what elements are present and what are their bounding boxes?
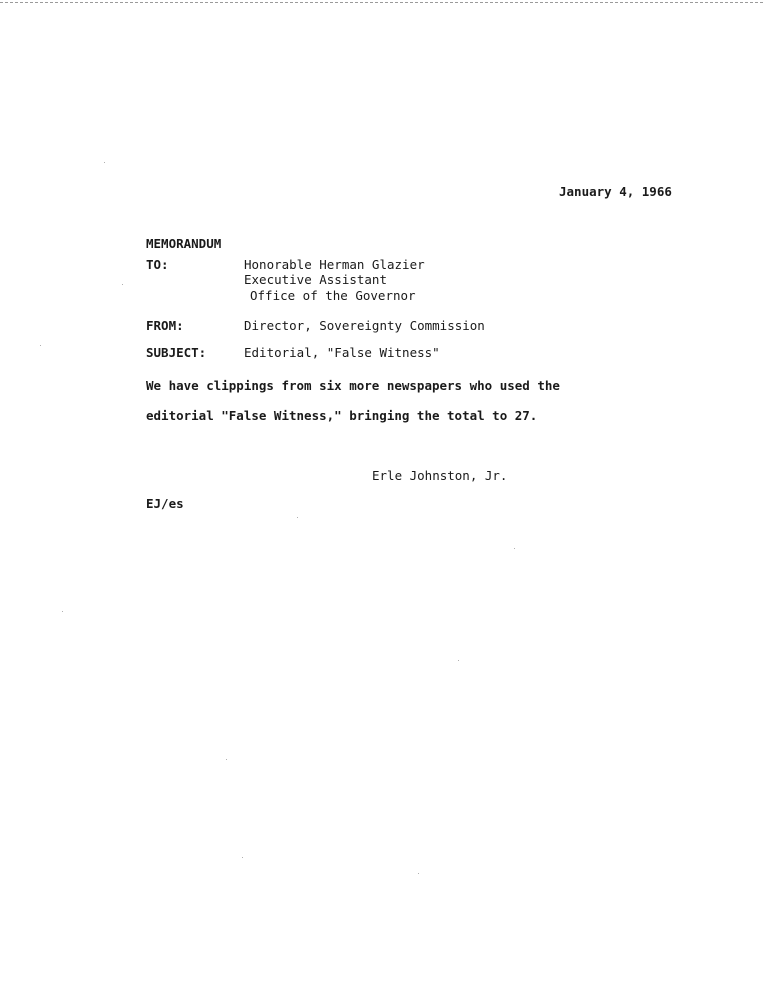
to-line-name: Honorable Herman Glazier [244,257,425,272]
scan-speck [104,162,105,163]
signature: Erle Johnston, Jr. [372,468,508,483]
scan-speck [458,660,459,661]
scan-speck [242,857,243,858]
typist-initials: EJ/es [146,496,184,511]
to-line-title: Executive Assistant [244,272,387,287]
scan-speck [226,759,227,760]
body-line-2: editorial "False Witness," bringing the total to 27. [146,408,538,423]
from-value: Director, Sovereignty Commission [244,318,485,333]
memo-heading: MEMORANDUM [146,236,222,251]
to-line-office: Office of the Governor [250,288,416,303]
body-line-1: We have clippings from six more newspapers who used the [146,378,560,393]
scan-speck [40,345,41,346]
scan-speck [62,611,63,612]
memo-date: January 4, 1966 [559,184,672,199]
from-label: FROM: [146,318,184,333]
subject-label: SUBJECT: [146,345,207,360]
scan-speck [418,873,419,874]
subject-value: Editorial, "False Witness" [244,345,440,360]
page-top-edge [0,2,763,3]
scan-speck [297,517,298,518]
scan-speck [514,548,515,549]
to-label: TO: [146,257,169,272]
scan-speck [122,284,123,285]
